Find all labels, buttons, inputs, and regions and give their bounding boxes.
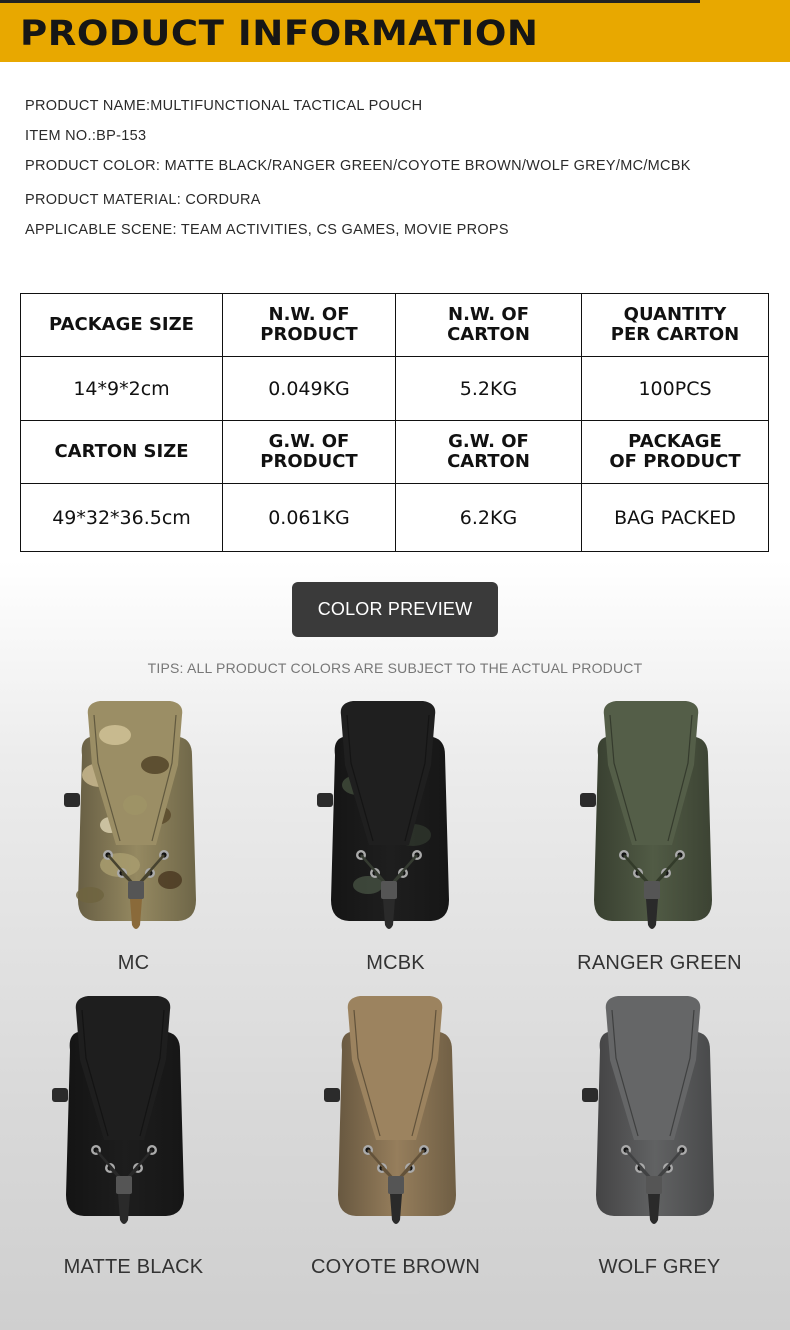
header-cell: N.W. OF CARTON <box>396 294 582 357</box>
spec-table <box>20 293 769 552</box>
value-cell: 0.061KG <box>223 484 396 552</box>
value-cell: BAG PACKED <box>582 484 769 552</box>
applicable-scene: APPLICABLE SCENE: TEAM ACTIVITIES, CS GAMES, MOVIE PROPS <box>25 222 509 238</box>
product-name: PRODUCT NAME:MULTIFUNCTIONAL TACTICAL POUCH <box>25 98 423 114</box>
table-row <box>21 294 769 357</box>
table-row <box>21 421 769 484</box>
value-cell: 6.2KG <box>396 484 582 552</box>
cord-hook <box>118 1194 130 1224</box>
color-label-coyote-brown: COYOTE BROWN <box>310 1256 481 1278</box>
tips-text: TIPS: ALL PRODUCT COLORS ARE SUBJECT TO THE ACTUAL PRODUCT <box>147 660 643 676</box>
header-accent-line <box>0 0 700 3</box>
pouch-image-coyote-brown <box>320 990 470 1238</box>
color-label-mc: MC <box>117 952 150 974</box>
value-cell: 100PCS <box>582 357 769 421</box>
side-buckle <box>317 793 333 807</box>
value-cell: 14*9*2cm <box>21 357 223 421</box>
pouch-image-wolf-grey <box>578 990 728 1238</box>
color-label-wolf-grey: WOLF GREY <box>598 1256 721 1278</box>
header-cell: QUANTITY PER CARTON <box>582 294 769 357</box>
header-cell: CARTON SIZE <box>21 421 223 484</box>
pouch-image-matte-black <box>48 990 198 1238</box>
value-cell: 49*32*36.5cm <box>21 484 223 552</box>
side-buckle <box>582 1088 598 1102</box>
header-bar <box>0 0 790 62</box>
value-cell: 0.049KG <box>223 357 396 421</box>
color-label-matte-black: MATTE BLACK <box>63 1256 204 1278</box>
page-title: PRODUCT INFORMATION <box>20 14 539 54</box>
item-number: ITEM NO.:BP-153 <box>25 128 147 144</box>
color-label-mcbk: MCBK <box>366 952 425 974</box>
product-material: PRODUCT MATERIAL: CORDURA <box>25 192 261 208</box>
header-cell: PACKAGE SIZE <box>21 294 223 357</box>
pouch-image-mc <box>60 695 210 943</box>
header-cell: G.W. OF CARTON <box>396 421 582 484</box>
pouch-image-ranger-green <box>576 695 726 943</box>
pouch-image-mcbk <box>313 695 463 943</box>
table-row <box>21 357 769 421</box>
side-buckle <box>52 1088 68 1102</box>
side-buckle <box>64 793 80 807</box>
side-buckle <box>324 1088 340 1102</box>
cord-hook <box>646 899 658 929</box>
side-buckle <box>580 793 596 807</box>
color-preview-button[interactable]: COLOR PREVIEW <box>292 582 498 637</box>
cord-hook <box>648 1194 660 1224</box>
value-cell: 5.2KG <box>396 357 582 421</box>
color-label-ranger-green: RANGER GREEN <box>577 952 742 974</box>
header-cell: G.W. OF PRODUCT <box>223 421 396 484</box>
cord-hook <box>130 899 142 929</box>
header-cell: N.W. OF PRODUCT <box>223 294 396 357</box>
header-cell: PACKAGE OF PRODUCT <box>582 421 769 484</box>
cord-hook <box>383 899 395 929</box>
cord-hook <box>390 1194 402 1224</box>
product-color: PRODUCT COLOR: MATTE BLACK/RANGER GREEN/COYOTE BROWN/WOLF GREY/MC/MCBK <box>25 158 691 174</box>
table-row <box>21 484 769 552</box>
